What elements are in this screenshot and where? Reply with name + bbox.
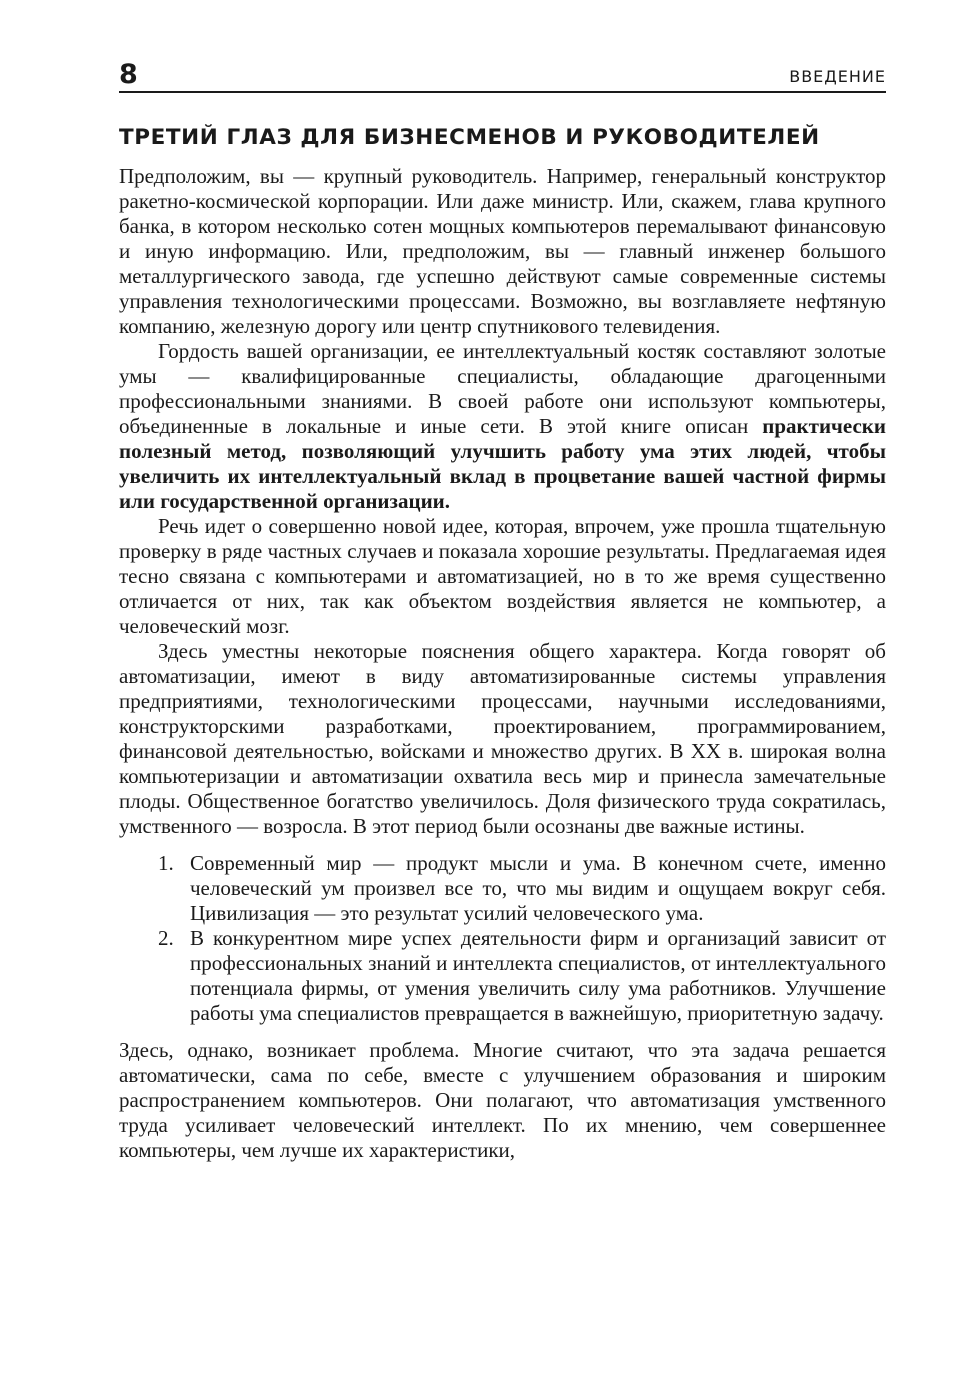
list-item-text: В конкурентном мире успех деятельности фирм и организаций зависит от профессиональных знаний и интеллекта специалистов, от интеллектуального потенциала фирмы, от умения увеличить силу ума работников. Улучшение работы ума специалистов превращается в важнейшую, приоритетную задачу.	[190, 925, 886, 1025]
paragraph-organization	[119, 339, 886, 514]
list-item-number: 2.	[158, 925, 174, 950]
list-item	[158, 850, 886, 926]
page-number: 8	[119, 59, 138, 90]
paragraph-new-idea: Речь идет о совершенно новой идее, которая, впрочем, уже прошла тщательную проверку в ряде частных случаев и показала хорошие результаты. Предлагаемая идея тесно связана с компьютерами и автоматизацией, но в то же время существенно отличается от них, так как объектом воздействия является не компьютер, а человеческий мозг.	[119, 513, 886, 638]
paragraph-problem: Здесь, однако, возникает проблема. Многие считают, что эта задача решается автоматически, сама по себе, вместе с улучшением образования и широким распространением компьютеров. Они полагают, что автоматизация умственного труда усиливает человеческий интеллект. По их мнению, чем совершеннее компьютеры, чем лучше их характеристики,	[119, 1037, 886, 1162]
paragraph-intro: Предположим, вы — крупный руководитель. Например, генеральный конструктор ракетно-космической корпорации. Или даже министр. Или, скажем, глава крупного банка, в котором несколько сотен мощных компьютеров перемалывают финансовую и иную информацию. Или, предположим, вы — главный инженер большого металлургического завода, где успешно действуют самые современные системы управления технологическими процессами. Возможно, вы возглавляете нефтяную компанию, железную дорогу или центр спутникового телевидения.	[119, 163, 886, 338]
paragraph-organization-text: Гордость вашей организации, ее интеллектуальный костяк составляют золотые умы — квалифицированные специалисты, обладающие драгоценными профессиональными знаниями. В своей работе они используют компьютеры, объединенные в локальные и иные сети. В этой книге описан	[119, 338, 886, 438]
book-page	[119, 54, 886, 1163]
list-item-text: Современный мир — продукт мысли и ума. В конечном счете, именно человеческий ум произвел все то, что мы видим и ощущаем вокруг себя. Цивилизация — это результат усилий человеческого ума.	[190, 850, 886, 925]
list-item-number: 1.	[158, 850, 174, 875]
section-title: ТРЕТИЙ ГЛАЗ ДЛЯ БИЗНЕСМЕНОВ И РУКОВОДИТЕЛЕЙ	[119, 125, 820, 150]
running-header	[119, 54, 886, 93]
body-text	[119, 164, 886, 1163]
running-title: ВВЕДЕНИЕ	[789, 67, 886, 86]
truths-list	[119, 851, 886, 1026]
paragraph-organization-emphasis: практически полезный метод, позволяющий улучшить работу ума этих людей, чтобы увеличить их интеллектуальный вклад в процветание вашей частной фирмы или государственной организации.	[119, 413, 886, 513]
paragraph-automation: Здесь уместны некоторые пояснения общего характера. Когда говорят об автоматизации, имеют в виду автоматизированные системы управления предприятиями, технологическими процессами, научными исследованиями, конструкторскими разработками, проектированием, программированием, финансовой деятельностью, войсками и множество других. В XX в. широкая волна компьютеризации и автоматизации охватила весь мир и принесла замечательные плоды. Общественное богатство увеличилось. Доля физического труда сократилась, умственного — возросла. В этот период были осознаны две важные истины.	[119, 638, 886, 838]
list-item	[158, 925, 886, 1026]
